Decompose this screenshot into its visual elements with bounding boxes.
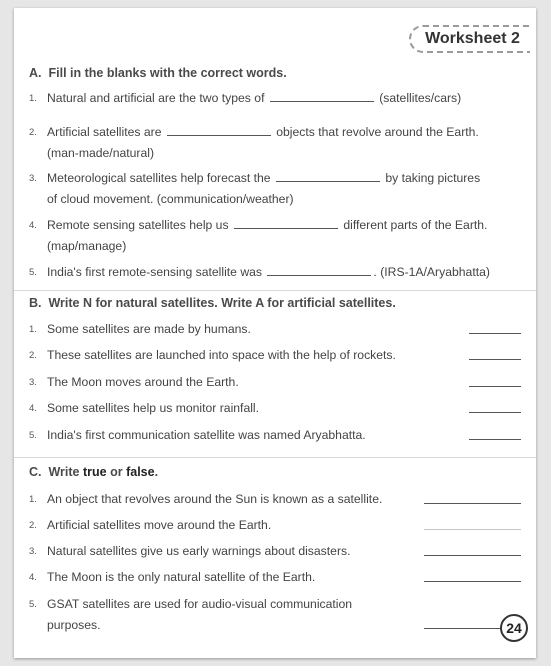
a-question-3 xyxy=(29,168,480,210)
question-number: 2. xyxy=(29,350,37,361)
c-question-1 xyxy=(29,489,382,510)
question-options: . (IRS-1A/Aryabhatta) xyxy=(373,265,490,279)
question-text: Some satellites are made by humans. xyxy=(47,322,251,336)
answer-blank[interactable] xyxy=(267,275,371,276)
worksheet-page xyxy=(14,8,536,658)
c-question-5 xyxy=(29,594,352,636)
worksheet-tag: Worksheet 2 xyxy=(409,25,530,53)
question-text: The Moon is the only natural satellite of the Earth. xyxy=(47,570,316,584)
question-text: Natural satellites give us early warnings about disasters. xyxy=(47,544,351,558)
answer-blank[interactable] xyxy=(276,181,380,182)
question-number: 2. xyxy=(29,127,37,138)
answer-line[interactable] xyxy=(424,581,521,582)
section-b-letter: B. xyxy=(29,296,42,310)
question-text-continued: purposes. xyxy=(47,618,101,632)
question-text-continued: by taking pictures xyxy=(385,171,481,185)
question-options: (satellites/cars) xyxy=(379,91,462,105)
answer-blank[interactable] xyxy=(167,135,271,136)
a-question-4 xyxy=(29,215,487,257)
section-c-heading xyxy=(29,465,158,479)
page-number-badge: 24 xyxy=(500,614,528,642)
question-options: (man-made/natural) xyxy=(47,146,155,160)
question-text: Artificial satellites move around the Earth. xyxy=(47,518,272,532)
section-c-true-word: true xyxy=(83,465,107,479)
answer-line[interactable] xyxy=(424,628,504,629)
question-text: India's first communication satellite was named Aryabhatta. xyxy=(47,428,366,442)
answer-blank[interactable] xyxy=(270,101,374,102)
question-text: India's first remote-sensing satellite was xyxy=(47,265,263,279)
question-text: These satellites are launched into space with the help of rockets. xyxy=(47,348,396,362)
question-text: Artificial satellites are xyxy=(47,125,162,139)
b-question-5 xyxy=(29,425,366,446)
question-number: 5. xyxy=(29,430,37,441)
b-question-2 xyxy=(29,345,396,366)
section-b-heading xyxy=(29,296,396,310)
answer-line[interactable] xyxy=(424,555,521,556)
answer-line[interactable] xyxy=(469,412,521,413)
answer-line[interactable] xyxy=(469,386,521,387)
c-question-3 xyxy=(29,541,350,562)
answer-blank[interactable] xyxy=(234,228,338,229)
section-a-heading xyxy=(29,66,287,80)
answer-line[interactable] xyxy=(424,529,521,530)
c-question-4 xyxy=(29,567,315,588)
section-c-title-end: . xyxy=(154,465,159,479)
question-number: 3. xyxy=(29,173,37,184)
answer-line[interactable] xyxy=(469,439,521,440)
question-number: 2. xyxy=(29,520,37,531)
b-question-3 xyxy=(29,372,239,393)
question-number: 4. xyxy=(29,220,37,231)
section-divider xyxy=(14,290,536,291)
question-number: 3. xyxy=(29,377,37,388)
a-question-5 xyxy=(29,262,490,283)
answer-line[interactable] xyxy=(424,503,521,504)
question-text: An object that revolves around the Sun is known as a satellite. xyxy=(47,492,383,506)
section-c-letter: C. xyxy=(29,465,42,479)
question-number: 3. xyxy=(29,546,37,557)
a-question-2 xyxy=(29,122,479,164)
b-question-1 xyxy=(29,319,251,340)
section-b-title: Write N for natural satellites. Write A for artificial satellites. xyxy=(48,296,396,310)
section-c-title-pre: Write xyxy=(48,465,80,479)
question-text: Some satellites help us monitor rainfall. xyxy=(47,401,260,415)
section-c-false-word: false xyxy=(126,465,155,479)
section-a-title: Fill in the blanks with the correct words. xyxy=(48,66,287,80)
question-text: The Moon moves around the Earth. xyxy=(47,375,239,389)
question-number: 5. xyxy=(29,599,37,610)
question-number: 5. xyxy=(29,267,37,278)
question-number: 1. xyxy=(29,324,37,335)
a-question-1 xyxy=(29,88,461,109)
section-a-letter: A. xyxy=(29,66,42,80)
question-text-continued: different parts of the Earth. xyxy=(343,218,488,232)
b-question-4 xyxy=(29,398,259,419)
answer-line[interactable] xyxy=(469,333,521,334)
section-c-title-or: or xyxy=(110,465,123,479)
question-text: Remote sensing satellites help us xyxy=(47,218,229,232)
c-question-2 xyxy=(29,515,271,536)
question-text: Natural and artificial are the two types of xyxy=(47,91,265,105)
section-divider xyxy=(14,457,536,458)
question-number: 4. xyxy=(29,403,37,414)
question-options: (map/manage) xyxy=(47,239,127,253)
question-text: GSAT satellites are used for audio-visual communication xyxy=(47,597,353,611)
question-text: Meteorological satellites help forecast the xyxy=(47,171,271,185)
question-number: 1. xyxy=(29,93,37,104)
question-number: 4. xyxy=(29,572,37,583)
question-options: of cloud movement. (communication/weather) xyxy=(47,192,294,206)
answer-line[interactable] xyxy=(469,359,521,360)
question-number: 1. xyxy=(29,494,37,505)
question-text-continued: objects that revolve around the Earth. xyxy=(276,125,479,139)
